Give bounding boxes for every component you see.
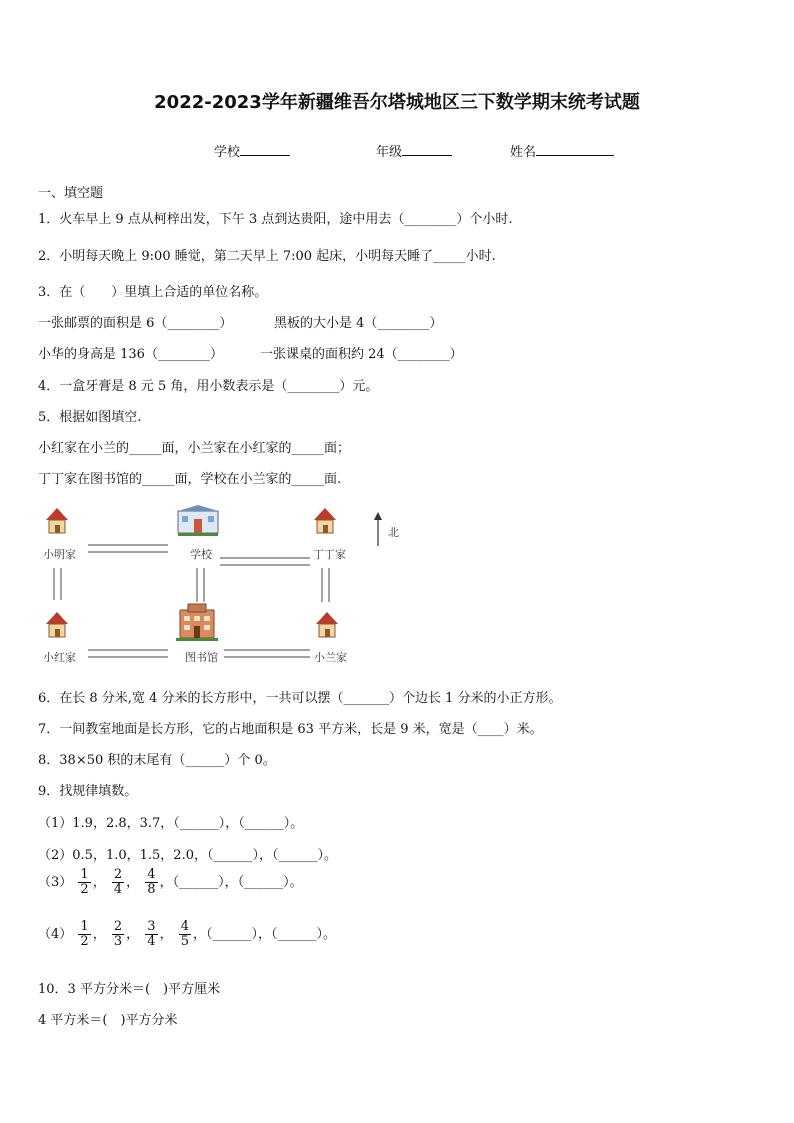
question-3d: 一张课桌的面积约 24（________）	[260, 347, 463, 362]
label-school: 学校	[190, 548, 212, 561]
denominator: 2	[80, 934, 89, 949]
label-north: 北	[388, 526, 399, 539]
question-5b: 丁丁家在图书馆的_____面，学校在小兰家的_____面.	[38, 472, 342, 487]
map-svg	[38, 500, 418, 670]
denominator: 8	[147, 882, 156, 897]
comma: ，	[159, 927, 173, 942]
numerator: 3	[147, 919, 156, 934]
question-10b: 4 平方米＝( )平方分米	[38, 1013, 178, 1028]
question-5: 5．根据如图填空.	[38, 410, 142, 425]
question-7: 7．一间教室地面是长方形，它的占地面积是 63 平方米，长是 9 米，宽是（____）米。	[38, 722, 543, 737]
grade-field	[376, 141, 452, 160]
school-field	[214, 141, 290, 160]
house-icon-xiaoming	[46, 508, 68, 533]
question-9c	[38, 868, 303, 897]
numerator: 2	[113, 919, 123, 934]
fraction	[112, 868, 124, 897]
question-9b: （2）0.5，1.0，1.5，2.0，（______），（______）。	[38, 848, 337, 863]
question-9: 9．找规律填数。	[38, 784, 138, 799]
denominator: 4	[147, 934, 156, 949]
school-blank[interactable]	[240, 143, 290, 156]
north-arrow-icon	[374, 512, 382, 546]
grade-blank[interactable]	[402, 143, 452, 156]
school-label: 学校	[214, 145, 241, 160]
denominator: 2	[80, 882, 89, 897]
section-heading: 一、填空题	[38, 186, 104, 201]
question-3c: 小华的身高是 136（________）	[38, 347, 223, 362]
numerator: 4	[147, 867, 156, 882]
fraction	[179, 920, 191, 949]
question-9d-suffix: ，（______），（______）。	[193, 927, 337, 942]
fraction	[145, 868, 157, 897]
question-9c-suffix: ，（______），（______）。	[159, 875, 303, 890]
question-6: 6．在长 8 分米,宽 4 分米的长方形中，一共可以摆（_______）个边长 1 分米的小正方形。	[38, 691, 562, 706]
question-2: 2．小明每天晚上 9:00 睡觉，第二天早上 7:00 起床，小明每天睡了_____小时.	[38, 249, 496, 264]
question-9a: （1）1.9，2.8，3.7，（______），（______）。	[38, 816, 304, 831]
library-building-icon	[176, 604, 218, 641]
denominator: 3	[113, 934, 123, 949]
house-icon-xiaohong	[46, 612, 68, 637]
question-9d	[38, 920, 336, 949]
school-building-icon	[178, 505, 218, 536]
label-library: 图书馆	[185, 651, 218, 664]
label-dingding: 丁丁家	[313, 548, 346, 561]
name-field	[510, 141, 614, 160]
grade-label: 年级	[376, 145, 403, 160]
comma: ，	[92, 875, 106, 890]
comma: ，	[126, 875, 140, 890]
question-9c-prefix: （3）	[38, 875, 73, 890]
label-xiaoming: 小明家	[43, 548, 76, 561]
question-5a: 小红家在小兰的_____面，小兰家在小红家的_____面；	[38, 441, 351, 456]
numerator: 1	[80, 919, 89, 934]
label-xiaohong: 小红家	[43, 651, 76, 664]
question-9d-prefix: （4）	[38, 927, 73, 942]
numerator: 2	[113, 867, 123, 882]
question-8: 8．38×50 积的末尾有（______）个 0。	[38, 753, 276, 768]
direction-map	[38, 500, 418, 670]
page-title: 2022-2023学年新疆维吾尔塔城地区三下数学期末统考试题	[154, 92, 640, 113]
question-3b: 黑板的大小是 4（________）	[274, 316, 443, 331]
house-icon-xiaolan	[316, 612, 338, 637]
fraction	[145, 920, 157, 949]
name-label: 姓名	[510, 145, 537, 160]
question-1: 1．火车早上 9 点从柯梓出发，下午 3 点到达贵阳，途中用去（________）个小时.	[38, 212, 513, 227]
fraction	[78, 920, 90, 949]
comma: ，	[92, 927, 106, 942]
denominator: 5	[180, 934, 190, 949]
numerator: 1	[80, 867, 89, 882]
label-xiaolan: 小兰家	[314, 651, 347, 664]
fraction	[112, 920, 124, 949]
question-10a: 10．3 平方分米＝( )平方厘米	[38, 982, 221, 997]
question-4: 4．一盒牙膏是 8 元 5 角，用小数表示是（________）元。	[38, 379, 379, 394]
numerator: 4	[180, 919, 190, 934]
house-icon-dingding	[314, 508, 336, 533]
comma: ，	[126, 927, 140, 942]
name-blank[interactable]	[536, 143, 614, 156]
question-3: 3．在（ ）里填上合适的单位名称。	[38, 285, 268, 300]
fraction	[78, 868, 90, 897]
denominator: 4	[113, 882, 123, 897]
question-3a: 一张邮票的面积是 6（________）	[38, 316, 233, 331]
